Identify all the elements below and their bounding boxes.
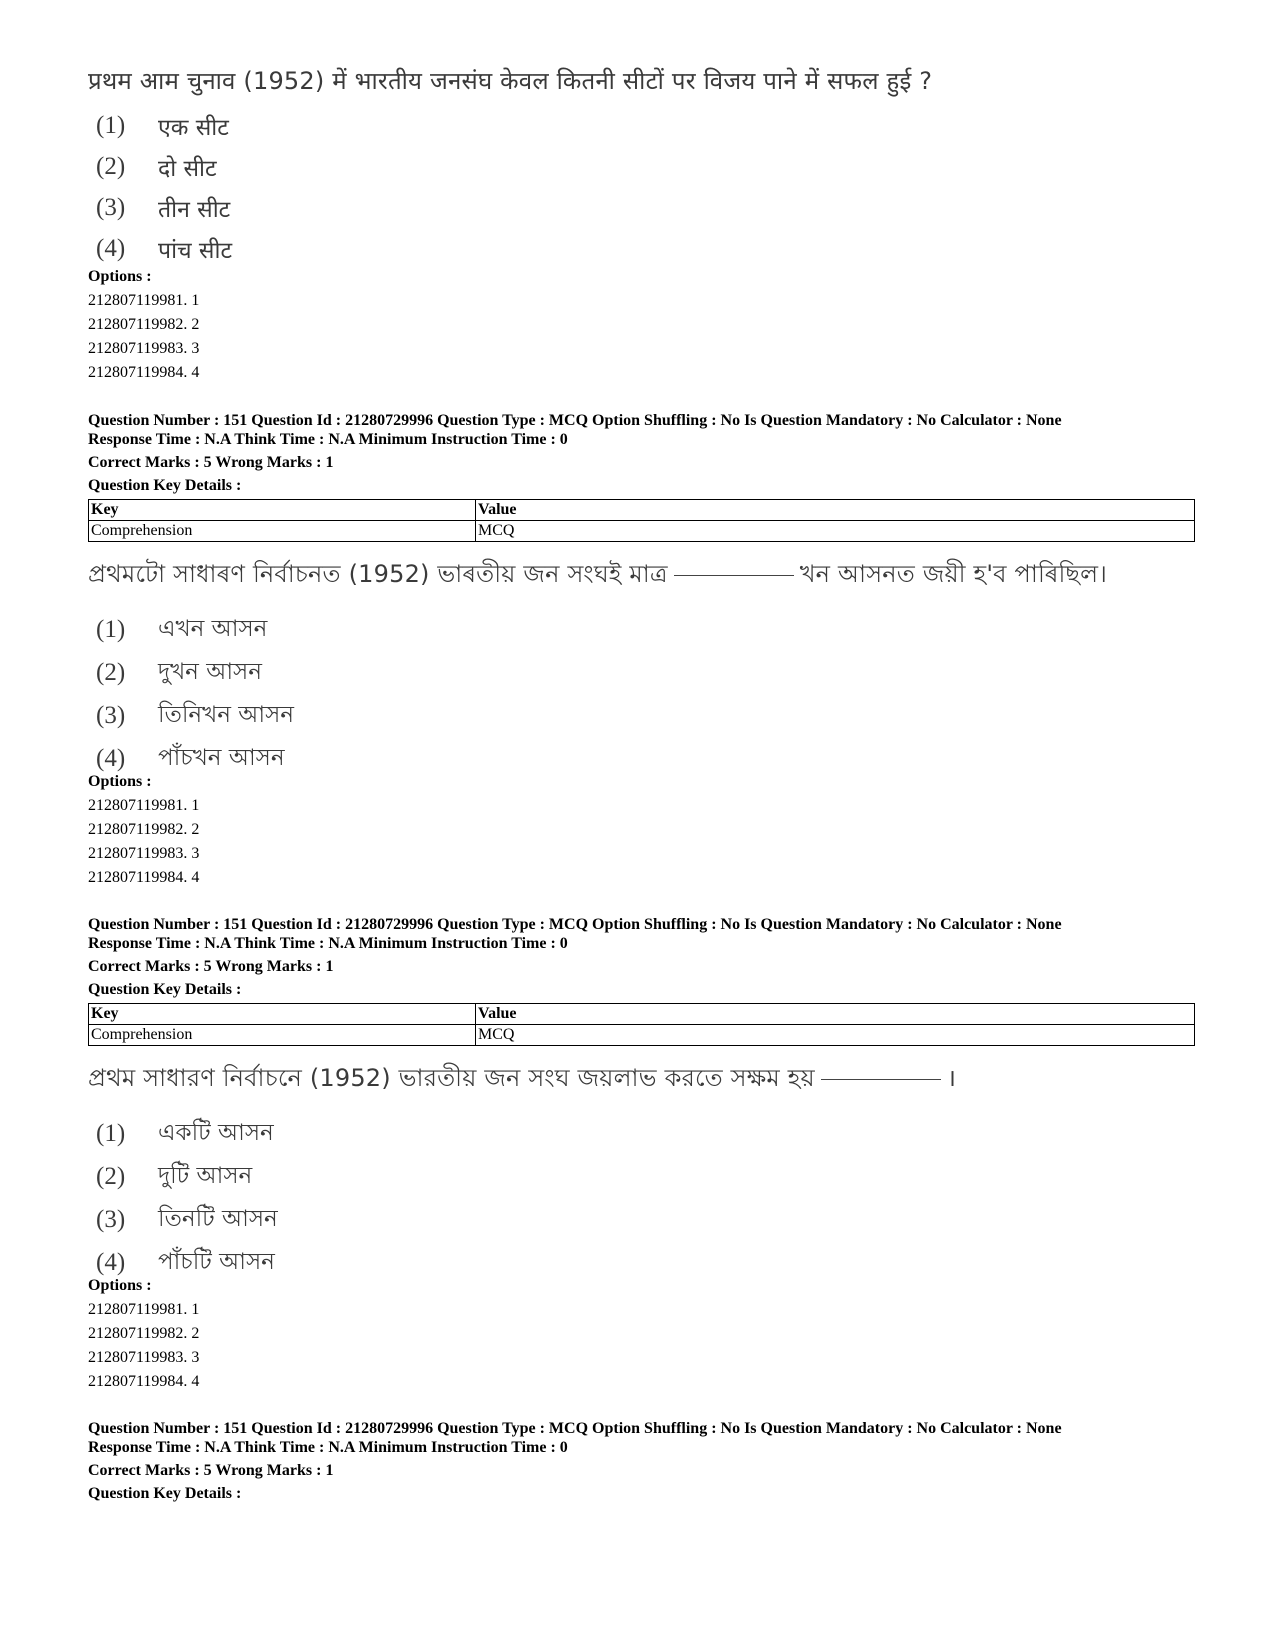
option-id: 212807119984. 4 (88, 364, 200, 381)
question-meta (88, 411, 1062, 495)
question-stem: प्रथम आम चुनाव (1952) में भारतीय जनसंघ केवल कितनी सीटों पर विजय पाने में सफल हुई ? (88, 67, 933, 95)
option-id: 212807119982. 2 (88, 316, 200, 333)
question-stem: প্রথম সাধারণ নির্বাচনে (1952) ভারতীয় জন সংঘ জয়লাভ করতে সক্ষম হয় । (88, 1064, 957, 1092)
answer-option: (4) পাঁচটি আসন (96, 1248, 275, 1276)
answer-option: (4) পাঁচখন আসন (96, 744, 285, 772)
options-list (88, 770, 199, 890)
answer-option: (2) দুটি আসন (96, 1162, 253, 1190)
options-list (88, 1274, 199, 1394)
marks-line: Correct Marks : 5 Wrong Marks : 1 (88, 1462, 334, 1479)
key-table (88, 499, 1195, 542)
value-cell: MCQ (476, 1025, 1195, 1046)
option-id: 212807119981. 1 (88, 1301, 200, 1318)
meta-line-2: Response Time : N.A Think Time : N.A Minimum Instruction Time : 0 (88, 1439, 568, 1456)
question-image-assamese (88, 556, 1107, 780)
option-id: 212807119983. 3 (88, 1349, 200, 1366)
answer-option: (1) এখন আসন (96, 615, 268, 643)
options-heading: Options : (88, 268, 152, 285)
option-id: 212807119983. 3 (88, 340, 200, 357)
answer-option: (3) তিনিখন আসন (96, 701, 295, 729)
option-id: 212807119983. 3 (88, 845, 200, 862)
option-id: 212807119982. 2 (88, 821, 200, 838)
key-table (88, 1003, 1195, 1046)
option-id: 212807119984. 4 (88, 1373, 200, 1390)
option-id: 212807119981. 1 (88, 292, 200, 309)
answer-blank (674, 574, 794, 576)
marks-line: Correct Marks : 5 Wrong Marks : 1 (88, 454, 334, 471)
value-header: Value (476, 1004, 1195, 1025)
answer-option: (3) तीन सीट (96, 193, 231, 223)
options-heading: Options : (88, 773, 152, 790)
options-list (88, 265, 199, 385)
key-header: Key (89, 500, 476, 521)
option-id: 212807119981. 1 (88, 797, 200, 814)
answer-option: (4) पांच सीट (96, 234, 233, 264)
meta-line-2: Response Time : N.A Think Time : N.A Minimum Instruction Time : 0 (88, 431, 568, 448)
question-image-hindi (88, 64, 932, 269)
key-details-label: Question Key Details : (88, 477, 242, 494)
question-stem: প্ৰথমটো সাধাৰণ নিৰ্বাচনত (1952) ভাৰতীয় জন সংঘই মাত্ৰ খন আসনত জয়ী হ'ব পাৰিছিল। (88, 560, 1108, 588)
key-details-label: Question Key Details : (88, 981, 242, 998)
answer-option: (1) একটি আসন (96, 1119, 274, 1147)
meta-line-1: Question Number : 151 Question Id : 21280729996 Question Type : MCQ Option Shuffling : No Is Question Mandatory : No Calculator : None (88, 916, 1062, 933)
option-id: 212807119984. 4 (88, 869, 200, 886)
meta-line-2: Response Time : N.A Think Time : N.A Minimum Instruction Time : 0 (88, 935, 568, 952)
value-cell: MCQ (476, 521, 1195, 542)
question-image-bengali (88, 1060, 956, 1284)
answer-option: (2) दो सीट (96, 152, 217, 182)
value-header: Value (476, 500, 1195, 521)
marks-line: Correct Marks : 5 Wrong Marks : 1 (88, 958, 334, 975)
question-meta (88, 915, 1062, 999)
key-details-label: Question Key Details : (88, 1485, 242, 1502)
key-cell: Comprehension (89, 1025, 476, 1046)
answer-option: (1) एक सीट (96, 111, 229, 141)
option-id: 212807119982. 2 (88, 1325, 200, 1342)
options-heading: Options : (88, 1277, 152, 1294)
meta-line-1: Question Number : 151 Question Id : 21280729996 Question Type : MCQ Option Shuffling : No Is Question Mandatory : No Calculator : None (88, 1420, 1062, 1437)
meta-line-1: Question Number : 151 Question Id : 21280729996 Question Type : MCQ Option Shuffling : No Is Question Mandatory : No Calculator : None (88, 412, 1062, 429)
answer-option: (2) দুখন আসন (96, 658, 262, 686)
key-header: Key (89, 1004, 476, 1025)
question-meta (88, 1419, 1062, 1503)
key-cell: Comprehension (89, 521, 476, 542)
answer-option: (3) তিনটি আসন (96, 1205, 278, 1233)
answer-blank (821, 1078, 941, 1080)
